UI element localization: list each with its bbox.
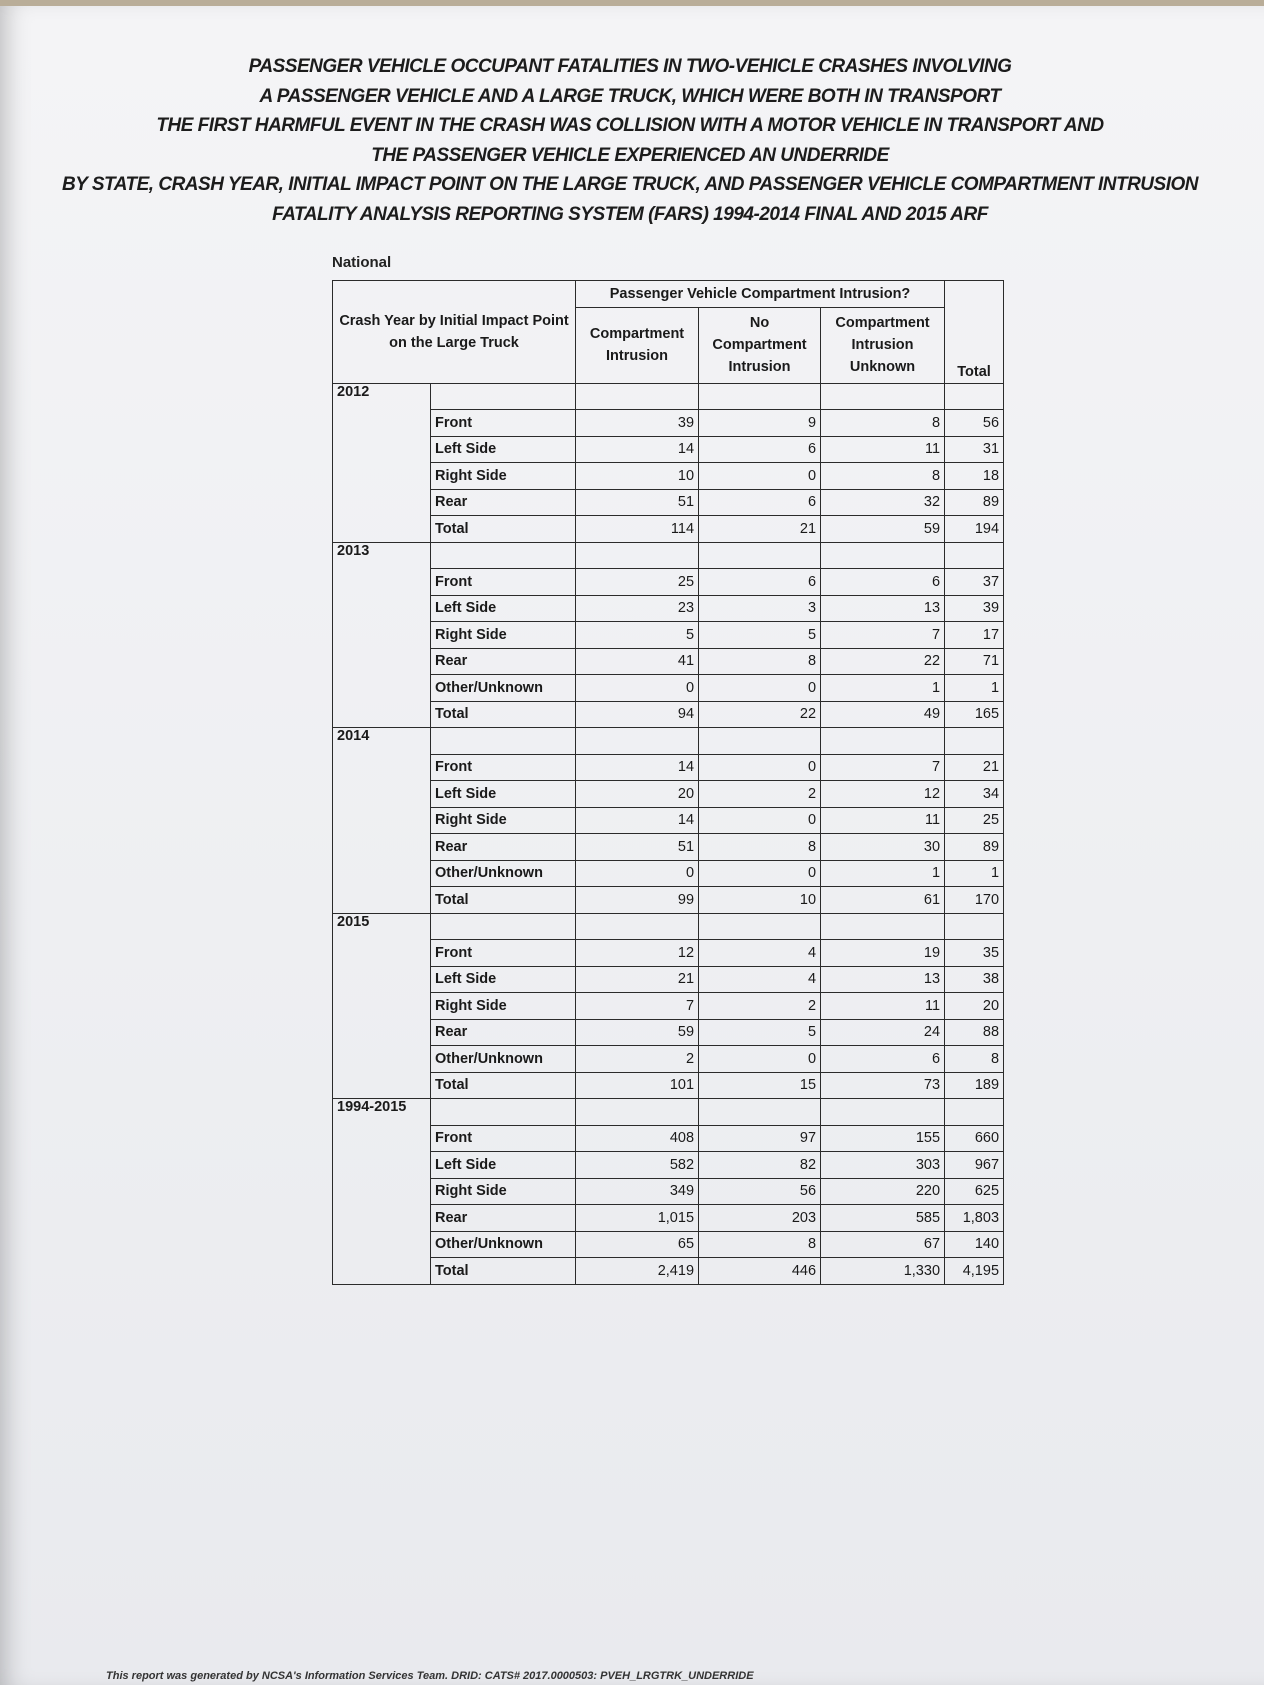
value-cell: 660 xyxy=(945,1125,1004,1152)
table-row xyxy=(333,595,1004,622)
value-cell: 17 xyxy=(945,622,1004,649)
value-cell: 21 xyxy=(699,516,821,543)
value-cell: 39 xyxy=(945,595,1004,622)
impact-point-label: Left Side xyxy=(431,966,576,993)
impact-point-label: Front xyxy=(431,940,576,967)
impact-point-label: Right Side xyxy=(431,1178,576,1205)
value-cell: 19 xyxy=(821,940,945,967)
value-cell: 6 xyxy=(699,436,821,463)
value-cell: 21 xyxy=(576,966,699,993)
table-row xyxy=(333,887,1004,914)
value-cell: 220 xyxy=(821,1178,945,1205)
value-cell: 59 xyxy=(821,516,945,543)
table-row xyxy=(333,675,1004,702)
empty-cell xyxy=(431,542,576,569)
value-cell: 8 xyxy=(699,1231,821,1258)
value-cell: 1 xyxy=(821,675,945,702)
value-cell: 14 xyxy=(576,754,699,781)
value-cell: 13 xyxy=(821,595,945,622)
value-cell: 8 xyxy=(945,1046,1004,1073)
value-cell: 67 xyxy=(821,1231,945,1258)
year-group-header-row xyxy=(333,1099,1004,1126)
impact-point-label: Total xyxy=(431,701,576,728)
table-row xyxy=(333,966,1004,993)
value-cell: 13 xyxy=(821,966,945,993)
impact-point-label: Left Side xyxy=(431,781,576,808)
value-cell: 18 xyxy=(945,463,1004,490)
value-cell: 0 xyxy=(699,463,821,490)
value-cell: 582 xyxy=(576,1152,699,1179)
table-row xyxy=(333,1019,1004,1046)
value-cell: 4,195 xyxy=(945,1258,1004,1285)
value-cell: 59 xyxy=(576,1019,699,1046)
empty-cell xyxy=(431,383,576,410)
value-cell: 39 xyxy=(576,410,699,437)
column-header-intrusion-unknown: Compartment Intrusion Unknown xyxy=(821,307,945,383)
table-row xyxy=(333,834,1004,861)
value-cell: 114 xyxy=(576,516,699,543)
value-cell: 12 xyxy=(821,781,945,808)
impact-point-label: Rear xyxy=(431,1019,576,1046)
empty-cell xyxy=(576,1099,699,1126)
value-cell: 165 xyxy=(945,701,1004,728)
value-cell: 5 xyxy=(699,1019,821,1046)
value-cell: 0 xyxy=(699,860,821,887)
table-row xyxy=(333,436,1004,463)
empty-cell xyxy=(945,1099,1004,1126)
value-cell: 56 xyxy=(945,410,1004,437)
empty-cell xyxy=(576,542,699,569)
value-cell: 20 xyxy=(576,781,699,808)
impact-point-label: Other/Unknown xyxy=(431,675,576,702)
impact-point-label: Front xyxy=(431,569,576,596)
value-cell: 1,330 xyxy=(821,1258,945,1285)
value-cell: 446 xyxy=(699,1258,821,1285)
empty-cell xyxy=(699,913,821,940)
value-cell: 24 xyxy=(821,1019,945,1046)
value-cell: 14 xyxy=(576,807,699,834)
title-line: PASSENGER VEHICLE OCCUPANT FATALITIES IN TWO-VEHICLE CRASHES INVOLVING xyxy=(248,56,1012,77)
value-cell: 349 xyxy=(576,1178,699,1205)
region-label: National xyxy=(332,254,392,271)
table-row xyxy=(333,569,1004,596)
table-row xyxy=(333,781,1004,808)
table-row xyxy=(333,1152,1004,1179)
table-row xyxy=(333,701,1004,728)
value-cell: 73 xyxy=(821,1072,945,1099)
table-row xyxy=(333,648,1004,675)
empty-cell xyxy=(699,728,821,755)
impact-point-label: Other/Unknown xyxy=(431,1046,576,1073)
empty-cell xyxy=(699,542,821,569)
value-cell: 5 xyxy=(699,622,821,649)
column-header-total: Total xyxy=(945,281,1004,384)
value-cell: 155 xyxy=(821,1125,945,1152)
value-cell: 22 xyxy=(821,648,945,675)
value-cell: 15 xyxy=(699,1072,821,1099)
value-cell: 51 xyxy=(576,834,699,861)
value-cell: 101 xyxy=(576,1072,699,1099)
value-cell: 170 xyxy=(945,887,1004,914)
value-cell: 88 xyxy=(945,1019,1004,1046)
value-cell: 303 xyxy=(821,1152,945,1179)
value-cell: 8 xyxy=(699,648,821,675)
table-row xyxy=(333,807,1004,834)
empty-cell xyxy=(431,1099,576,1126)
value-cell: 25 xyxy=(945,807,1004,834)
year-cell: 1994-2015 xyxy=(333,1099,431,1285)
table-row xyxy=(333,754,1004,781)
value-cell: 140 xyxy=(945,1231,1004,1258)
year-group-header-row xyxy=(333,383,1004,410)
empty-cell xyxy=(576,913,699,940)
empty-cell xyxy=(945,913,1004,940)
impact-point-label: Right Side xyxy=(431,463,576,490)
value-cell: 1 xyxy=(821,860,945,887)
value-cell: 2 xyxy=(699,993,821,1020)
empty-cell xyxy=(431,728,576,755)
value-cell: 2,419 xyxy=(576,1258,699,1285)
value-cell: 21 xyxy=(945,754,1004,781)
value-cell: 11 xyxy=(821,993,945,1020)
value-cell: 7 xyxy=(576,993,699,1020)
value-cell: 5 xyxy=(576,622,699,649)
title-line: FATALITY ANALYSIS REPORTING SYSTEM (FARS) 1994-2014 FINAL AND 2015 ARF xyxy=(272,203,988,225)
impact-point-label: Left Side xyxy=(431,436,576,463)
table-row xyxy=(333,516,1004,543)
value-cell: 8 xyxy=(821,463,945,490)
year-cell: 2014 xyxy=(333,728,431,914)
table-row xyxy=(333,1125,1004,1152)
empty-cell xyxy=(945,383,1004,410)
value-cell: 94 xyxy=(576,701,699,728)
table-row xyxy=(333,1205,1004,1232)
title-line: THE PASSENGER VEHICLE EXPERIENCED AN UNDERRIDE xyxy=(371,144,889,166)
value-cell: 56 xyxy=(699,1178,821,1205)
impact-point-label: Left Side xyxy=(431,595,576,622)
impact-point-label: Left Side xyxy=(431,1152,576,1179)
value-cell: 967 xyxy=(945,1152,1004,1179)
value-cell: 10 xyxy=(699,887,821,914)
value-cell: 25 xyxy=(576,569,699,596)
value-cell: 0 xyxy=(699,675,821,702)
impact-point-label: Right Side xyxy=(431,622,576,649)
value-cell: 8 xyxy=(821,410,945,437)
value-cell: 8 xyxy=(699,834,821,861)
value-cell: 41 xyxy=(576,648,699,675)
group-header: Passenger Vehicle Compartment Intrusion? xyxy=(576,281,945,308)
report-title xyxy=(30,52,1230,230)
empty-cell xyxy=(945,728,1004,755)
impact-point-label: Front xyxy=(431,410,576,437)
empty-cell xyxy=(699,383,821,410)
empty-cell xyxy=(821,913,945,940)
impact-point-label: Other/Unknown xyxy=(431,1231,576,1258)
table-row xyxy=(333,1072,1004,1099)
value-cell: 6 xyxy=(821,569,945,596)
impact-point-label: Right Side xyxy=(431,807,576,834)
value-cell: 38 xyxy=(945,966,1004,993)
value-cell: 49 xyxy=(821,701,945,728)
value-cell: 34 xyxy=(945,781,1004,808)
value-cell: 30 xyxy=(821,834,945,861)
empty-cell xyxy=(699,1099,821,1126)
table-row xyxy=(333,940,1004,967)
value-cell: 89 xyxy=(945,834,1004,861)
value-cell: 97 xyxy=(699,1125,821,1152)
table-row xyxy=(333,1231,1004,1258)
table-row xyxy=(333,463,1004,490)
title-line: A PASSENGER VEHICLE AND A LARGE TRUCK, WHICH WERE BOTH IN TRANSPORT xyxy=(259,85,1001,107)
value-cell: 22 xyxy=(699,701,821,728)
value-cell: 194 xyxy=(945,516,1004,543)
table-row xyxy=(333,410,1004,437)
empty-cell xyxy=(821,1099,945,1126)
value-cell: 6 xyxy=(699,489,821,516)
empty-cell xyxy=(576,383,699,410)
value-cell: 7 xyxy=(821,754,945,781)
value-cell: 1 xyxy=(945,675,1004,702)
table-row xyxy=(333,993,1004,1020)
year-group-header-row xyxy=(333,913,1004,940)
value-cell: 6 xyxy=(699,569,821,596)
fatality-table xyxy=(332,280,1004,1285)
value-cell: 82 xyxy=(699,1152,821,1179)
value-cell: 0 xyxy=(699,754,821,781)
value-cell: 1,015 xyxy=(576,1205,699,1232)
value-cell: 12 xyxy=(576,940,699,967)
value-cell: 10 xyxy=(576,463,699,490)
year-cell: 2013 xyxy=(333,542,431,728)
value-cell: 0 xyxy=(576,860,699,887)
value-cell: 0 xyxy=(576,675,699,702)
value-cell: 65 xyxy=(576,1231,699,1258)
value-cell: 89 xyxy=(945,489,1004,516)
paper-page xyxy=(0,6,1264,1685)
year-group-header-row xyxy=(333,728,1004,755)
impact-point-label: Total xyxy=(431,516,576,543)
title-line: BY STATE, CRASH YEAR, INITIAL IMPACT POINT ON THE LARGE TRUCK, AND PASSENGER VEHICLE COMPARTMENT INTRUSION xyxy=(62,174,1198,196)
impact-point-label: Right Side xyxy=(431,993,576,1020)
value-cell: 37 xyxy=(945,569,1004,596)
empty-cell xyxy=(821,383,945,410)
table-row xyxy=(333,1046,1004,1073)
value-cell: 1 xyxy=(945,860,1004,887)
value-cell: 6 xyxy=(821,1046,945,1073)
value-cell: 23 xyxy=(576,595,699,622)
value-cell: 31 xyxy=(945,436,1004,463)
value-cell: 20 xyxy=(945,993,1004,1020)
value-cell: 4 xyxy=(699,966,821,993)
year-group-header-row xyxy=(333,542,1004,569)
value-cell: 51 xyxy=(576,489,699,516)
title-line: THE FIRST HARMFUL EVENT IN THE CRASH WAS COLLISION WITH A MOTOR VEHICLE IN TRANSPORT AND xyxy=(156,115,1104,137)
empty-cell xyxy=(821,728,945,755)
table-row xyxy=(333,860,1004,887)
empty-cell xyxy=(576,728,699,755)
impact-point-label: Rear xyxy=(431,648,576,675)
impact-point-label: Rear xyxy=(431,489,576,516)
value-cell: 7 xyxy=(821,622,945,649)
table-row xyxy=(333,1178,1004,1205)
impact-point-label: Rear xyxy=(431,1205,576,1232)
value-cell: 585 xyxy=(821,1205,945,1232)
value-cell: 32 xyxy=(821,489,945,516)
value-cell: 2 xyxy=(576,1046,699,1073)
column-header-compartment-intrusion: Compartment Intrusion xyxy=(576,307,699,383)
impact-point-label: Other/Unknown xyxy=(431,860,576,887)
value-cell: 71 xyxy=(945,648,1004,675)
corner-header: Crash Year by Initial Impact Point on the Large Truck xyxy=(333,281,576,384)
value-cell: 14 xyxy=(576,436,699,463)
impact-point-label: Total xyxy=(431,1072,576,1099)
impact-point-label: Front xyxy=(431,754,576,781)
year-cell: 2012 xyxy=(333,383,431,542)
value-cell: 9 xyxy=(699,410,821,437)
value-cell: 0 xyxy=(699,807,821,834)
value-cell: 203 xyxy=(699,1205,821,1232)
value-cell: 61 xyxy=(821,887,945,914)
value-cell: 0 xyxy=(699,1046,821,1073)
column-header-no-compartment-intrusion: No Compartment Intrusion xyxy=(699,307,821,383)
value-cell: 408 xyxy=(576,1125,699,1152)
value-cell: 99 xyxy=(576,887,699,914)
impact-point-label: Total xyxy=(431,1258,576,1285)
value-cell: 11 xyxy=(821,807,945,834)
report-footer: This report was generated by NCSA's Information Services Team. DRID: CATS# 2017.0000503: PVEH_LRGTRK_UNDERRIDE xyxy=(106,1670,754,1682)
value-cell: 11 xyxy=(821,436,945,463)
impact-point-label: Front xyxy=(431,1125,576,1152)
value-cell: 189 xyxy=(945,1072,1004,1099)
value-cell: 625 xyxy=(945,1178,1004,1205)
table-row xyxy=(333,622,1004,649)
value-cell: 2 xyxy=(699,781,821,808)
impact-point-label: Total xyxy=(431,887,576,914)
impact-point-label: Rear xyxy=(431,834,576,861)
table-row xyxy=(333,489,1004,516)
value-cell: 1,803 xyxy=(945,1205,1004,1232)
value-cell: 4 xyxy=(699,940,821,967)
table-row xyxy=(333,1258,1004,1285)
value-cell: 3 xyxy=(699,595,821,622)
year-cell: 2015 xyxy=(333,913,431,1099)
empty-cell xyxy=(945,542,1004,569)
empty-cell xyxy=(431,913,576,940)
value-cell: 35 xyxy=(945,940,1004,967)
empty-cell xyxy=(821,542,945,569)
